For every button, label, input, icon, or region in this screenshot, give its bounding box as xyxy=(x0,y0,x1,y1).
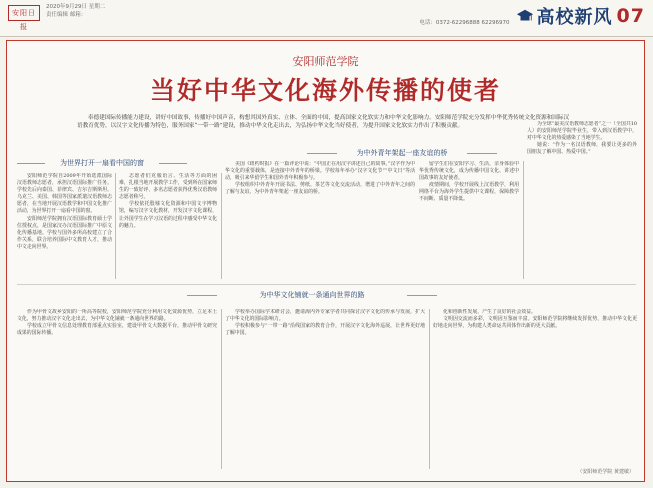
horizontal-divider xyxy=(17,284,636,285)
editor-line: 责任编辑 邮箱： xyxy=(46,12,87,18)
paragraph: 为全球“最美汉语教师志愿者”之一（全国共10人）的安阳师范学院毕业生，带入到汉语教学中，对中华文化的热爱感染了当地学生。 xyxy=(527,121,637,142)
text-column-2 xyxy=(119,173,217,279)
masthead-meta xyxy=(46,3,105,19)
text-column-3 xyxy=(225,161,415,279)
paragraph: 疫情期间，学校开展线上汉语教学，利用网络平台为海外学生提供中文课程，保障教学不间断、质量不降低。 xyxy=(419,182,519,203)
paragraph: 学校积极参与“一带一路”沿线国家的教育合作，开展汉字文化海外巡展，让世界更好地了解中国。 xyxy=(225,323,425,337)
text-column-6 xyxy=(17,309,217,469)
section-title-text: 为中华文化铺就一条通向世界的路 xyxy=(259,291,365,299)
paragraph: 美国《纽约时报》在一篇评论中说：“中国正在用汉字讲述自己的故事。”汉字作为中华文化的重要载体，是连接中外青年的桥梁。学校每年举办“汉字文化节”“中文日”等活动，吸引来华留学生和国外青年积极参与。 xyxy=(225,161,415,182)
paragraph: 学校组织中外青年开展书法、剪纸、茶艺等文化交流活动，增进了中外青年之间的了解与友谊，为中外青年架起一座友谊的桥。 xyxy=(225,182,415,196)
article-byline: （安阳师范学院 黄建敏） xyxy=(577,469,634,475)
paragraph: 学校依托殷墟文化资源和中国文字博物馆，编写汉字文化教材，开发汉字文化课程，让外国学生在学习汉语的过程中感受中华文化的魅力。 xyxy=(119,201,217,229)
text-column-8 xyxy=(433,309,637,459)
article-subhead: 安阳师范学院 xyxy=(292,55,359,68)
text-column-5 xyxy=(527,121,637,279)
section-title-1 xyxy=(37,158,167,168)
page-number: 07 xyxy=(616,5,645,27)
masthead-left xyxy=(8,3,106,31)
newspaper-logo: 安阳日报 xyxy=(8,5,40,21)
paragraph: 文明因交流而多彩，文明因互鉴而丰富。安阳师范学院将继续发挥优势，推动中华文化更好地走向世界，为构建人类命运共同体作出新的更大贡献。 xyxy=(433,316,637,330)
column-divider xyxy=(429,309,430,469)
text-column-7 xyxy=(225,309,425,469)
section-name: 高校新风 xyxy=(536,7,613,28)
article-frame xyxy=(6,40,645,482)
column-divider xyxy=(523,161,524,279)
masthead-right xyxy=(419,3,645,29)
paragraph: 作为甲骨文故乡安阳的一所高等院校，安阳师范学院充分利用文化资源优势，立足本土文化，努力推动汉字文化走出去，为中华文化铺就一条通向世界的路。 xyxy=(17,309,217,323)
section-rule xyxy=(467,153,497,154)
paragraph: 学校成立甲骨文信息处理教育部重点实验室，建设甲骨文大数据平台，推动甲骨文研究成果的国际传播。 xyxy=(17,323,217,337)
paragraph: 留学生们在安阳学习、生活，亲身体验中华优秀传统文化，成为传播中国文化、讲述中国故事的友好使者。 xyxy=(419,161,519,182)
section-title-2 xyxy=(332,148,472,158)
article-lead: 奉德建国际传播能力建设，讲好中国故事，传播好中国声音，构想其国外真实、立体、全面的中国，提高国家文化软实力和中华文化影响力。安阳师范学院充分发挥中华优秀传统文化资源和国际汉语教育优势，以汉字文化传播为特色，服务国家“一带一路”建设，推动中华文化走出去，为弘扬中华文化当好使者，为提升国家文化软实力作出了积极贡献。 xyxy=(77,115,570,130)
paragraph: 志愿者们克服语言、生活等方面的困难，扎根当地开展教学工作，受到所在国家师生的一致好评，多名志愿者获得优秀汉语教师志愿者称号。 xyxy=(119,173,217,201)
article-headline: 当好中华文化海外传播的使者 xyxy=(149,76,501,105)
paragraph: 化和创新性发展，产生了良好的社会效益。 xyxy=(443,309,536,315)
date-line: 2020年9月29日 星期二 xyxy=(46,4,106,10)
section-rule xyxy=(407,295,437,296)
text-column-4 xyxy=(419,161,519,279)
cap-icon xyxy=(516,7,534,25)
section-title-text: 为世界打开一扇看中国的窗 xyxy=(60,159,144,167)
column-divider xyxy=(221,309,222,469)
section-title-3 xyxy=(212,290,412,300)
paragraph: 安阳师范学院拥有汉语国际教育硕士学位授权点，是国家汉办汉语国际推广中原文化传播基地。学校与国外多所高校建立了合作关系，联合培养国际中文教育人才，推动中文走向世界。 xyxy=(17,215,112,250)
section-rule xyxy=(159,163,187,164)
paragraph: 她说：“作为一名汉语教师，我要让更多的外国朋友了解中国、热爱中国。” xyxy=(527,142,637,156)
text-column-1 xyxy=(17,173,112,279)
masthead xyxy=(0,0,653,37)
paragraph: 学校举办国际学术研讨会，邀请海内外专家学者共同探讨汉字文化的传承与发展，扩大了中华文化的国际影响力。 xyxy=(225,309,425,323)
paragraph: 安阳师范学院自2009年开始选派国际汉语教师志愿者，承担汉语国际推广任务。学校先后向泰国、菲律宾、吉尔吉斯斯坦、乌克兰、美国、韩国等国家派遣汉语教师志愿者，在当地开展汉语教学和中国文化推广活动，为世界打开一扇看中国的窗。 xyxy=(17,173,112,215)
column-divider xyxy=(221,173,222,279)
section-title-text: 为中外青年架起一座友谊的桥 xyxy=(356,149,448,157)
hotline: 电话：0372-62296888 62296970 xyxy=(419,20,510,26)
column-divider xyxy=(115,173,116,279)
